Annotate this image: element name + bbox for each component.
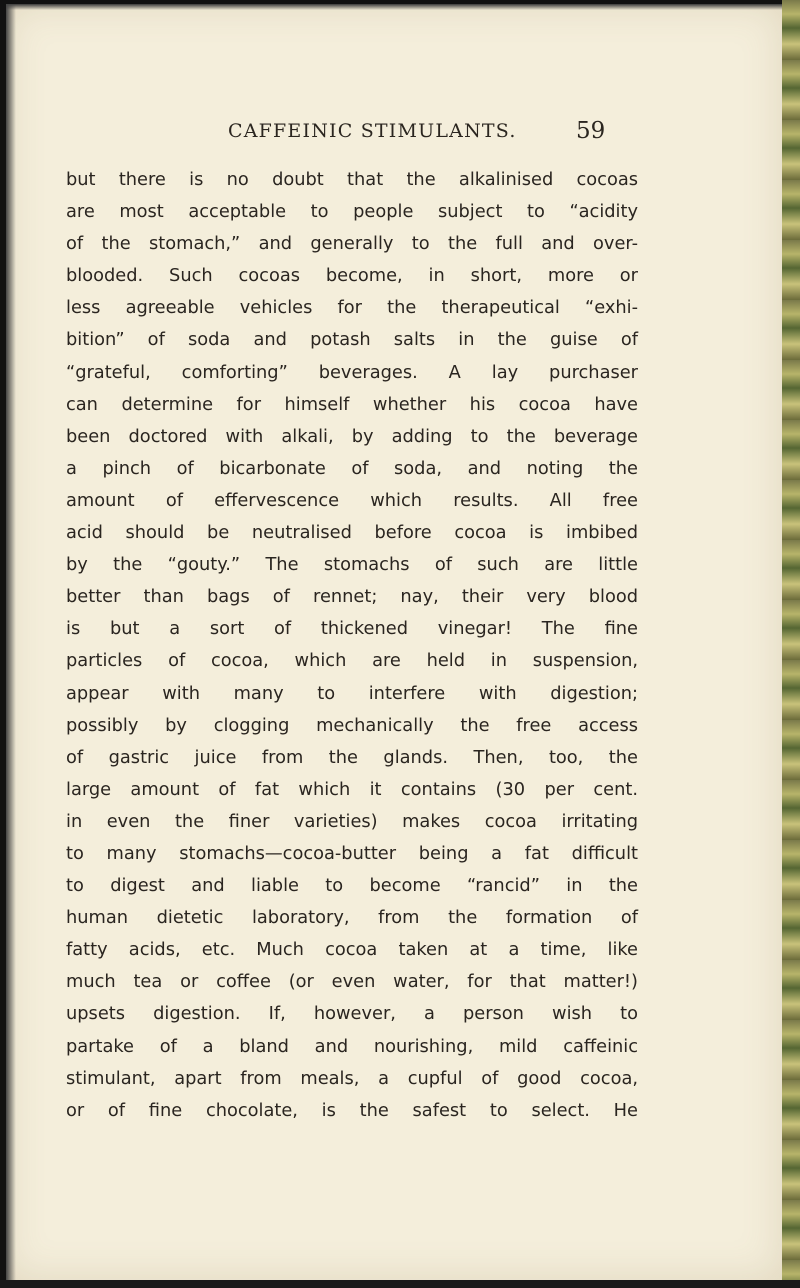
text-line: to many stomachs—cocoa-butter being a fat difficult (66, 842, 638, 864)
text-line: are most acceptable to people subject to “acidity (66, 201, 638, 223)
text-line: of the stomach,” and generally to the full and over- (66, 233, 638, 255)
running-head-title: CAFFEINIC STIMULANTS. (228, 120, 517, 142)
page-binding-edge (6, 4, 16, 1280)
text-line: amount of effervescence which results. All free (66, 489, 638, 511)
text-line: possibly by clogging mechanically the free access (66, 714, 638, 736)
text-line: to digest and liable to become “rancid” in the (66, 875, 638, 897)
page-number: 59 (576, 118, 606, 144)
text-line: blooded. Such cocoas become, in short, more or (66, 265, 638, 287)
text-line: upsets digestion. If, however, a person wish to (66, 1003, 638, 1025)
text-line: partake of a bland and nourishing, mild caffeinic (66, 1035, 638, 1057)
book-page (6, 4, 782, 1280)
text-line: fatty acids, etc. Much cocoa taken at a time, like (66, 939, 638, 961)
text-line: but there is no doubt that the alkalinised cocoas (66, 169, 638, 190)
text-line: of gastric juice from the glands. Then, too, the (66, 746, 638, 768)
text-line: particles of cocoa, which are held in suspension, (66, 650, 638, 672)
text-line: large amount of fat which it contains (30 per cent. (66, 778, 638, 800)
text-line: stimulant, apart from meals, a cupful of good cocoa, (66, 1067, 638, 1089)
adjacent-page-edge (782, 0, 800, 1288)
text-line: less agreeable vehicles for the therapeutical “exhi- (66, 297, 638, 319)
text-line: in even the finer varieties) makes cocoa irritating (66, 810, 638, 832)
running-head (6, 120, 782, 148)
text-line: appear with many to interfere with digestion; (66, 682, 638, 704)
text-line: a pinch of bicarbonate of soda, and noting the (66, 457, 638, 479)
scan-bottom-border (0, 1280, 800, 1288)
body-text (66, 164, 638, 1127)
text-line: by the “gouty.” The stomachs of such are little (66, 554, 638, 576)
text-line: bition” of soda and potash salts in the guise of (66, 329, 638, 351)
page-top-shadow (6, 4, 782, 10)
text-line: is but a sort of thickened vinegar! The fine (66, 618, 638, 640)
text-line: been doctored with alkali, by adding to the beverage (66, 425, 638, 447)
text-line: human dietetic laboratory, from the formation of (66, 907, 638, 929)
text-line: better than bags of rennet; nay, their very blood (66, 586, 638, 608)
text-line: can determine for himself whether his cocoa have (66, 393, 638, 415)
text-line: much tea or coffee (or even water, for that matter!) (66, 971, 638, 993)
text-line: acid should be neutralised before cocoa is imbibed (66, 522, 638, 544)
text-line: “grateful, comforting” beverages. A lay purchaser (66, 361, 638, 383)
text-line: or of fine chocolate, is the safest to select. He (66, 1099, 638, 1121)
